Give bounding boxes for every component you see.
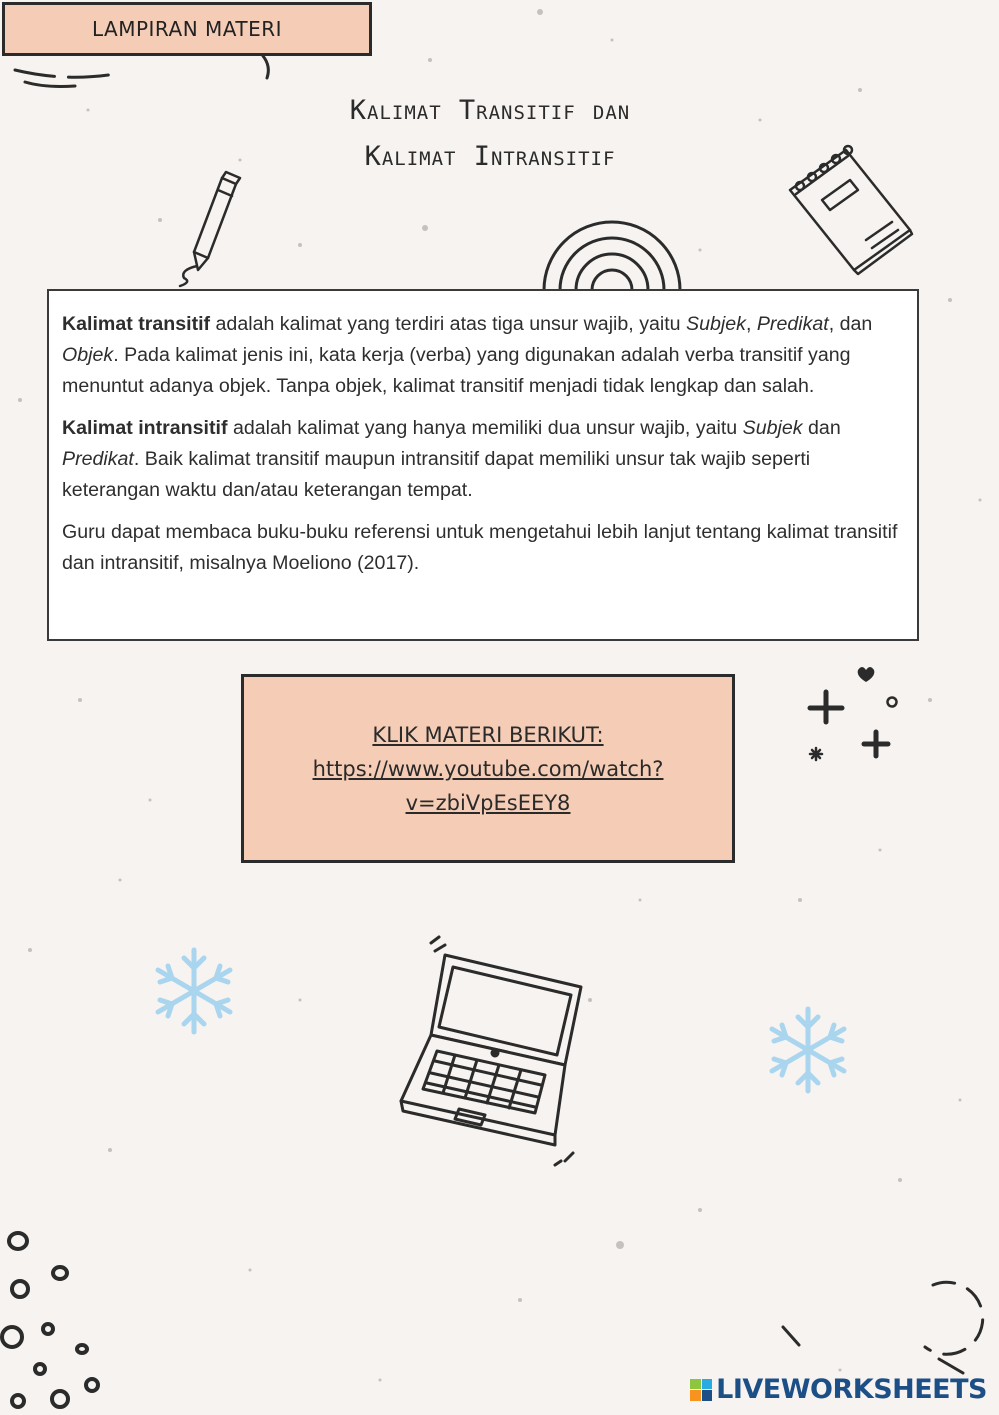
arch-doodle-icon — [538, 212, 688, 292]
liveworksheets-brand — [690, 1374, 987, 1405]
liveworksheets-logo-icon — [690, 1379, 712, 1401]
section-tag — [2, 2, 372, 56]
paragraph-transitif: Kalimat transitif adalah kalimat yang terdiri atas tiga unsur wajib, yaitu Subjek, Predikat, dan Objek. Pada kalimat jenis ini, kata kerja (verba) yang digunakan adalah verba transitif yang menuntut adanya objek. Tanpa objek, kalimat transitif menjadi tidak lengkap dan salah. — [62, 313, 873, 397]
content-box — [47, 289, 919, 641]
brand-name: LIVEWORKSHEETS — [716, 1374, 987, 1405]
snowflake-icon — [146, 946, 242, 1036]
paragraph-intransitif: Kalimat intransitif adalah kalimat yang hanya memiliki dua unsur wajib, yaitu Subjek dan Predikat. Baik kalimat transitif maupun intransitif dapat memiliki unsur tak wajib seperti keterangan waktu dan/atau keterangan tempat. — [62, 417, 841, 501]
section-tag-label: LAMPIRAN MATERI — [91, 17, 283, 41]
page-title — [290, 88, 690, 180]
youtube-link-line2[interactable]: v=zbiVpEsEEY8 — [405, 790, 571, 815]
paragraph-referensi: Guru dapat membaca buku-buku referensi untuk mengetahui lebih lanjut tentang kalimat transitif dan intransitif, misalnya Moeliono (2017). — [62, 521, 898, 574]
pencil-icon — [150, 170, 250, 290]
laptop-icon — [395, 935, 585, 1170]
link-box-heading: KLIK MATERI BERIKUT: — [372, 722, 604, 747]
dash-circle-doodle-icon — [775, 1265, 997, 1375]
dash-swoosh-doodle-icon — [5, 52, 285, 97]
link-box[interactable] — [241, 674, 735, 863]
sparkle-icon — [800, 660, 910, 770]
page-title-line2: Kalimat Intransitif — [364, 141, 616, 172]
term-intransitif: Kalimat intransitif — [62, 417, 228, 439]
snowflake-icon — [760, 1005, 856, 1095]
circles-doodle-icon — [0, 1225, 110, 1415]
youtube-link-line1[interactable]: https://www.youtube.com/watch? — [312, 756, 664, 781]
youtube-link[interactable] — [313, 752, 664, 820]
page-title-line1: Kalimat Transitif dan — [349, 95, 631, 126]
term-transitif: Kalimat transitif — [62, 313, 211, 335]
notepad-icon — [786, 140, 914, 280]
